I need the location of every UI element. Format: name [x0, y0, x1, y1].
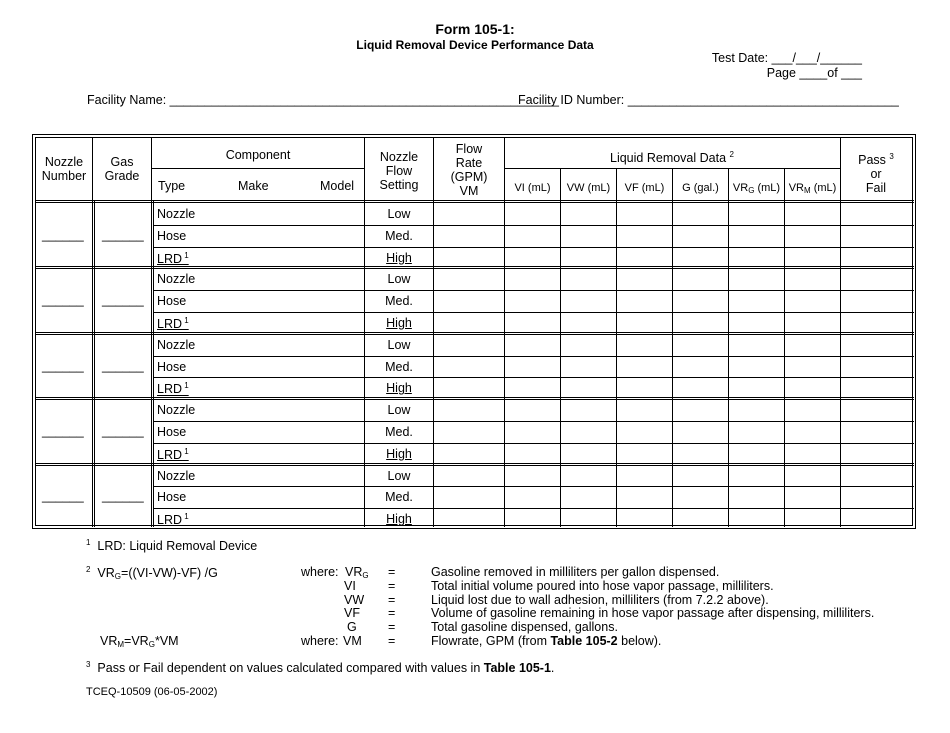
- component-type-text: Nozzle: [157, 337, 196, 352]
- formula-vrm-sub1: M: [117, 640, 125, 649]
- row-line: [153, 290, 914, 291]
- nozzle-number-input[interactable]: ______: [42, 489, 84, 504]
- flow-setting: Low: [387, 337, 411, 352]
- def-text: Gasoline removed in milliliters per gallon dispensed.: [431, 565, 720, 579]
- def-symbol: [345, 565, 369, 580]
- def-vm-table-ref: Table 105-2: [550, 634, 618, 648]
- gas-grade-input[interactable]: ______: [102, 293, 144, 308]
- header-vrg-sub: G: [748, 186, 755, 195]
- formula-vrg-sub: G: [114, 572, 122, 582]
- component-type-text: LRD: [157, 251, 183, 266]
- def-symbol: G: [347, 620, 357, 635]
- header-nozzle-flow-setting: [365, 150, 433, 192]
- component-type-text: LRD: [157, 382, 183, 397]
- def-equals: =: [388, 578, 396, 593]
- header-gas-grade: [93, 155, 151, 183]
- lrd-footnote-marker: 1: [182, 512, 189, 522]
- component-type-text: Nozzle: [157, 272, 196, 287]
- header-pass-line2: or: [870, 167, 882, 182]
- nozzle-number-input[interactable]: ______: [42, 227, 84, 242]
- group-separator: [36, 465, 914, 466]
- group-separator: [36, 266, 914, 267]
- header-flow-rate-line2: Rate: [455, 156, 483, 170]
- page-number-field[interactable]: Page ____of ___: [766, 66, 862, 80]
- def-symbol-sub: G: [362, 571, 369, 580]
- formula-vrg-a: VR: [97, 566, 115, 581]
- header-vf: VF (mL): [624, 182, 665, 194]
- group-separator: [36, 463, 914, 464]
- flow-setting: Med.: [385, 425, 413, 439]
- def-text: Total initial volume poured into hose vapor passage, milliliters.: [431, 578, 774, 593]
- row-line: [153, 508, 914, 509]
- component-type: [157, 360, 186, 374]
- header-flow-rate-line3: (GPM): [450, 170, 488, 184]
- form-code: TCEQ-10509 (06-05-2002): [86, 686, 218, 698]
- flow-setting: High: [386, 250, 412, 265]
- group-separator: [36, 399, 914, 400]
- component-type: [157, 272, 195, 286]
- def-vm-symbol: VM: [343, 634, 362, 648]
- component-type: [157, 207, 195, 221]
- component-type: [157, 251, 189, 266]
- flow-setting: High: [386, 381, 412, 396]
- component-type: [157, 512, 189, 527]
- header-pass-footnote: 3: [889, 152, 894, 161]
- flow-setting: Low: [387, 403, 411, 418]
- row-line: [153, 356, 914, 357]
- header-nozzle-number-line1: Nozzle: [44, 155, 84, 169]
- def-symbol-text: VR: [345, 565, 363, 579]
- header-make: Make: [238, 179, 269, 193]
- component-type-text: LRD: [157, 317, 183, 332]
- component-type-text: LRD: [157, 447, 183, 462]
- component-type-text: Hose: [157, 425, 187, 439]
- nozzle-number-input[interactable]: ______: [42, 293, 84, 308]
- flow-setting: Med.: [385, 294, 413, 309]
- header-vrg: [729, 182, 784, 195]
- header-pass-text: Pass: [858, 153, 886, 168]
- sub-col-divider: [616, 168, 617, 527]
- component-type: [157, 403, 195, 417]
- formula-vrg-b: =((VI-VW)-VF) /G: [121, 566, 218, 581]
- def-text: Volume of gasoline remaining in hose vapor passage after dispensing, milliliters.: [431, 606, 875, 621]
- flow-setting: Med.: [385, 228, 413, 243]
- row-line: [153, 421, 914, 422]
- flow-setting: High: [386, 446, 412, 461]
- flow-setting: Low: [387, 272, 411, 287]
- sub-col-divider: [728, 168, 729, 527]
- flow-setting: Low: [387, 468, 411, 483]
- component-type: [157, 447, 189, 462]
- component-type-text: Nozzle: [157, 403, 196, 418]
- def-vm-text: [431, 634, 661, 648]
- row-line: [153, 486, 914, 487]
- header-model: Model: [320, 179, 355, 193]
- lrd-footnote-marker: 1: [182, 250, 189, 260]
- def-vm-text-b: below).: [617, 634, 662, 648]
- header-pass-line3: Fail: [865, 181, 887, 196]
- component-type: [157, 425, 186, 439]
- facility-id-field[interactable]: Facility ID Number: _______________________________________: [518, 93, 899, 107]
- header-vrm: [785, 182, 840, 195]
- header-vw: VW (mL): [566, 182, 611, 194]
- component-type: [157, 294, 186, 308]
- table-grid: [35, 137, 913, 526]
- header-flow-rate-line4: VM: [459, 184, 479, 198]
- header-g: G (gal.): [682, 182, 719, 194]
- component-type-text: Hose: [157, 228, 187, 243]
- header-sub-line: [151, 168, 364, 169]
- performance-data-table: [32, 134, 916, 529]
- flow-setting: Med.: [385, 490, 413, 505]
- def-text: Liquid lost due to wall adhesion, milliliters (from 7.2.2 above).: [431, 592, 769, 607]
- lrd-footnote-marker: 1: [182, 446, 189, 456]
- footnote-1: [86, 538, 257, 553]
- row-line: [153, 312, 914, 313]
- where-label-1: where:: [301, 565, 339, 579]
- header-vrg-pre: VR: [732, 182, 749, 194]
- header-flow-rate: [434, 142, 504, 198]
- header-sub-line: [504, 168, 840, 169]
- component-type: [157, 338, 195, 352]
- col-divider-double: [94, 200, 95, 527]
- component-type: [157, 381, 189, 396]
- formula-vrm-c: *VM: [154, 634, 179, 648]
- flow-setting: High: [386, 316, 412, 330]
- flow-setting: Low: [387, 207, 411, 221]
- component-type-text: LRD: [157, 513, 183, 528]
- header-liquid-removal: [505, 148, 839, 165]
- row-line: [153, 443, 914, 444]
- header-vi: VI (mL): [514, 182, 551, 194]
- gas-grade-input[interactable]: ______: [102, 227, 144, 242]
- footnote-3-table-ref: Table 105-1: [483, 661, 551, 676]
- sub-col-divider: [560, 168, 561, 527]
- header-liquid-removal-footnote: 2: [729, 150, 734, 159]
- header-component: Component: [225, 148, 291, 162]
- header-pass-fail: [841, 150, 911, 195]
- header-gas-grade-line2: Grade: [104, 169, 140, 183]
- sub-col-divider: [784, 168, 785, 527]
- row-line: [153, 225, 914, 226]
- component-type-text: Hose: [157, 359, 187, 374]
- nozzle-number-input[interactable]: ______: [42, 358, 84, 373]
- def-vm-text-a: Flowrate, GPM (from: [431, 634, 551, 648]
- group-separator: [36, 268, 914, 269]
- footnote-3-text-a: Pass or Fail dependent on values calculated compared with values in: [97, 661, 484, 676]
- component-type-text: Hose: [157, 490, 187, 505]
- component-type: [157, 316, 189, 331]
- test-date-field[interactable]: Test Date: ___/___/______: [711, 51, 862, 65]
- component-type: [157, 229, 186, 243]
- component-type-text: Nozzle: [157, 207, 196, 221]
- header-vrm-sub: M: [803, 186, 811, 195]
- footnote-3-text-b: .: [550, 661, 555, 676]
- sub-col-divider: [672, 168, 673, 527]
- group-separator: [36, 332, 914, 333]
- def-equals: =: [388, 565, 396, 579]
- footnote-1-marker: 1: [86, 538, 91, 547]
- footnote-3-marker: 3: [86, 660, 91, 669]
- header-vrg-post: (mL): [754, 182, 781, 194]
- lrd-footnote-marker: 1: [182, 316, 189, 325]
- row-line: [153, 377, 914, 378]
- header-vrm-pre: VR: [788, 182, 804, 194]
- def-equals: =: [388, 620, 396, 635]
- def-symbol: VI: [344, 578, 356, 593]
- row-line: [153, 247, 914, 248]
- facility-name-field[interactable]: Facility Name: ________________________________________________________: [87, 93, 559, 107]
- lrd-footnote-marker: 1: [182, 381, 189, 391]
- header-bottom-line: [36, 200, 914, 201]
- group-separator: [36, 334, 914, 335]
- formula-vrm-a: VR: [100, 634, 118, 648]
- gas-grade-input[interactable]: ______: [102, 358, 144, 373]
- footnote-3: [86, 660, 554, 675]
- def-equals: =: [388, 606, 396, 621]
- header-flow-rate-line1: Flow: [455, 142, 483, 156]
- footnote-1-text: LRD: Liquid Removal Device: [97, 539, 258, 554]
- col-divider-double: [153, 200, 154, 527]
- gas-grade-input[interactable]: ______: [102, 489, 144, 504]
- formula-vrm-b: =VR: [124, 634, 149, 648]
- formula-vrg: [86, 565, 218, 581]
- def-symbol: VW: [344, 592, 365, 607]
- component-type: [157, 469, 195, 483]
- component-type-text: Nozzle: [157, 468, 196, 483]
- footnote-2-marker: 2: [86, 565, 91, 574]
- header-nozzle-number-line2: Number: [41, 169, 87, 183]
- header-pass-line1: [841, 150, 911, 167]
- header-liquid-removal-text: Liquid Removal Data: [610, 151, 727, 166]
- component-type-text: Hose: [157, 294, 187, 309]
- header-nozzle-flow-line1: Nozzle: [379, 150, 419, 164]
- formula-vrm-sub2: G: [148, 640, 155, 649]
- header-bottom-line: [36, 202, 914, 203]
- header-nozzle-flow-line2: Flow: [385, 164, 413, 178]
- component-type: [157, 490, 186, 504]
- header-nozzle-number: [36, 155, 92, 183]
- group-separator: [36, 397, 914, 398]
- header-nozzle-flow-line3: Setting: [379, 178, 419, 192]
- gas-grade-input[interactable]: ______: [102, 423, 144, 438]
- flow-setting: Med.: [385, 359, 413, 374]
- flow-setting: High: [386, 512, 412, 527]
- def-equals: =: [388, 592, 396, 607]
- nozzle-number-input[interactable]: ______: [42, 423, 84, 438]
- form-title: Form 105-1:: [435, 21, 515, 37]
- header-type: Type: [158, 179, 186, 193]
- header-gas-grade-line1: Gas: [110, 155, 134, 169]
- def-symbol: VF: [344, 606, 360, 621]
- formula-vrm: [100, 634, 179, 649]
- def-vm-eq: =: [388, 634, 396, 648]
- def-text: Total gasoline dispensed, gallons.: [431, 620, 618, 635]
- where-label-2: where:: [301, 634, 339, 648]
- header-vrm-post: (mL): [810, 182, 837, 194]
- form-subtitle: Liquid Removal Device Performance Data: [356, 38, 594, 52]
